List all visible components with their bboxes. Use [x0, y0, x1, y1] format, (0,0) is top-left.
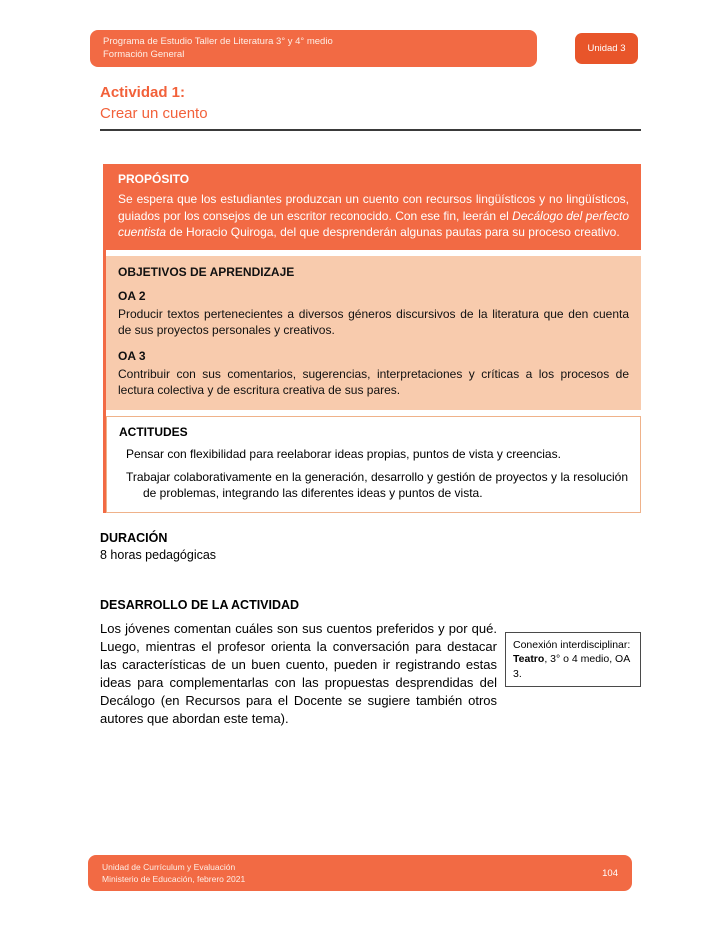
conexion-box: [505, 632, 641, 688]
program-title: Programa de Estudio Taller de Literatura 3° y 4° medio: [103, 36, 333, 47]
proposito-text-start: Se espera que los estudiantes produzcan un cuento con recursos lingüísticos y no lingüísticos, guiados por los consejos de un escritor reconocido. Con ese fin, leerán el: [118, 192, 629, 223]
oa-code: OA 3: [118, 348, 146, 363]
proposito-section: [106, 164, 641, 250]
header-bar: [90, 30, 537, 67]
actitudes-heading: ACTITUDES: [119, 424, 188, 439]
oa-text: Contribuir con sus comentarios, sugerencias, interpretaciones y críticas a los procesos de lectura colectiva y de escritura creativa de sus pares.: [118, 366, 629, 397]
conexion-label: Conexión interdisciplinar:: [513, 638, 631, 651]
actitud-item: Trabajar colaborativamente en la generación, desarrollo y gestión de proyectos y la resolución de problemas, integrando las diferentes ideas y puntos de vista.: [126, 469, 628, 500]
actitudes-section: [106, 416, 641, 513]
footer-bar: [88, 855, 632, 891]
program-subtitle: Formación General: [103, 48, 185, 60]
proposito-text-end: de Horacio Quiroga, del que desprenderán algunas pautas para su proceso creativo.: [166, 225, 620, 239]
conexion-subject: Teatro: [513, 653, 545, 665]
desarrollo-row: [100, 620, 641, 728]
footer-org: Unidad de Currículum y Evaluación: [102, 862, 236, 872]
activity-info-table: [103, 164, 641, 513]
duracion-text: 8 horas pedagógicas: [100, 547, 217, 562]
activity-subtitle: Crear un cuento: [100, 105, 208, 122]
duracion-heading: DURACIÓN: [100, 530, 168, 545]
oa-item: [118, 349, 629, 399]
actitud-item: Pensar con flexibilidad para reelaborar ideas propias, puntos de vista y creencias.: [126, 446, 561, 461]
proposito-text-italic: Decálogo del perfecto cuentista: [118, 208, 630, 239]
desarrollo-heading: DESARROLLO DE LA ACTIVIDAD: [100, 597, 300, 612]
oa-text: Producir textos pertenecientes a diversos géneros discursivos de la literatura que den cuenta de sus proyectos personales y creativos.: [118, 306, 629, 337]
page-number: 104: [602, 867, 618, 879]
desarrollo-paragraph: Los jóvenes comentan cuáles son sus cuentos preferidos y por qué. Luego, mientras el profesor orienta la conversación para destacar las características de un buen cuento, pueden ir registrando estas ideas para complementarlas con las propuestas desprendidas del Decálogo (en Recursos para el Docente se sugiere también otros autores que abordan este tema).: [100, 620, 497, 726]
proposito-heading: PROPÓSITO: [118, 172, 190, 186]
activity-title: Actividad 1:: [100, 84, 186, 101]
footer-ministry: Ministerio de Educación, febrero 2021: [102, 874, 246, 884]
proposito-text: [118, 191, 629, 241]
unit-badge: Unidad 3: [575, 33, 638, 64]
oa-item: [118, 289, 629, 339]
footer-credits: [102, 861, 245, 885]
conexion-detail: , 3° o 4 medio, OA 3.: [513, 653, 630, 680]
duracion-section: [100, 531, 641, 562]
objetivos-heading: OBJETIVOS DE APRENDIZAJE: [118, 264, 295, 279]
content-column: [100, 84, 641, 728]
objetivos-section: [106, 256, 641, 410]
title-divider: [100, 129, 641, 131]
oa-code: OA 2: [118, 288, 146, 303]
